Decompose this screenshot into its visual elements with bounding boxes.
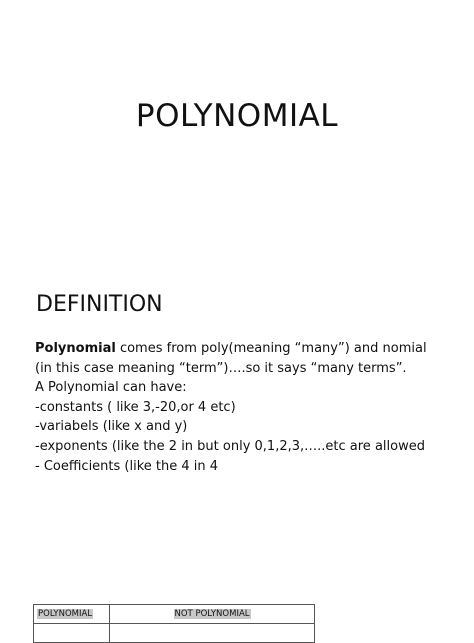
table-row (34, 624, 315, 643)
intro-rest: comes from poly(meaning “many”) and nomial (in this case meaning “term”)….so it says “many terms”. (35, 341, 427, 376)
definition-text (35, 339, 447, 476)
comparison-table (33, 604, 315, 643)
section-heading: DEFINITION (36, 292, 163, 317)
definition-line: -constants ( like 3,-20,or 4 etc) (35, 399, 236, 415)
intro-bold-term: Polynomial (35, 341, 116, 356)
table-header-row (34, 605, 315, 624)
table-cell (34, 624, 110, 643)
header-polynomial: POLYNOMIAL (34, 605, 110, 624)
definition-line: -exponents (like the 2 in but only 0,1,2,3,…..etc are allowed (35, 438, 425, 454)
definition-line: A Polynomial can have: (35, 380, 187, 396)
definition-line: - Coefficients (like the 4 in 4 (35, 458, 219, 474)
header-not-polynomial: NOT POLYNOMIAL (110, 605, 315, 624)
definition-line: -variabels (like x and y) (35, 419, 188, 435)
definition-intro (35, 339, 447, 378)
slide-title: POLYNOMIAL (135, 98, 339, 134)
table-cell (110, 624, 315, 643)
